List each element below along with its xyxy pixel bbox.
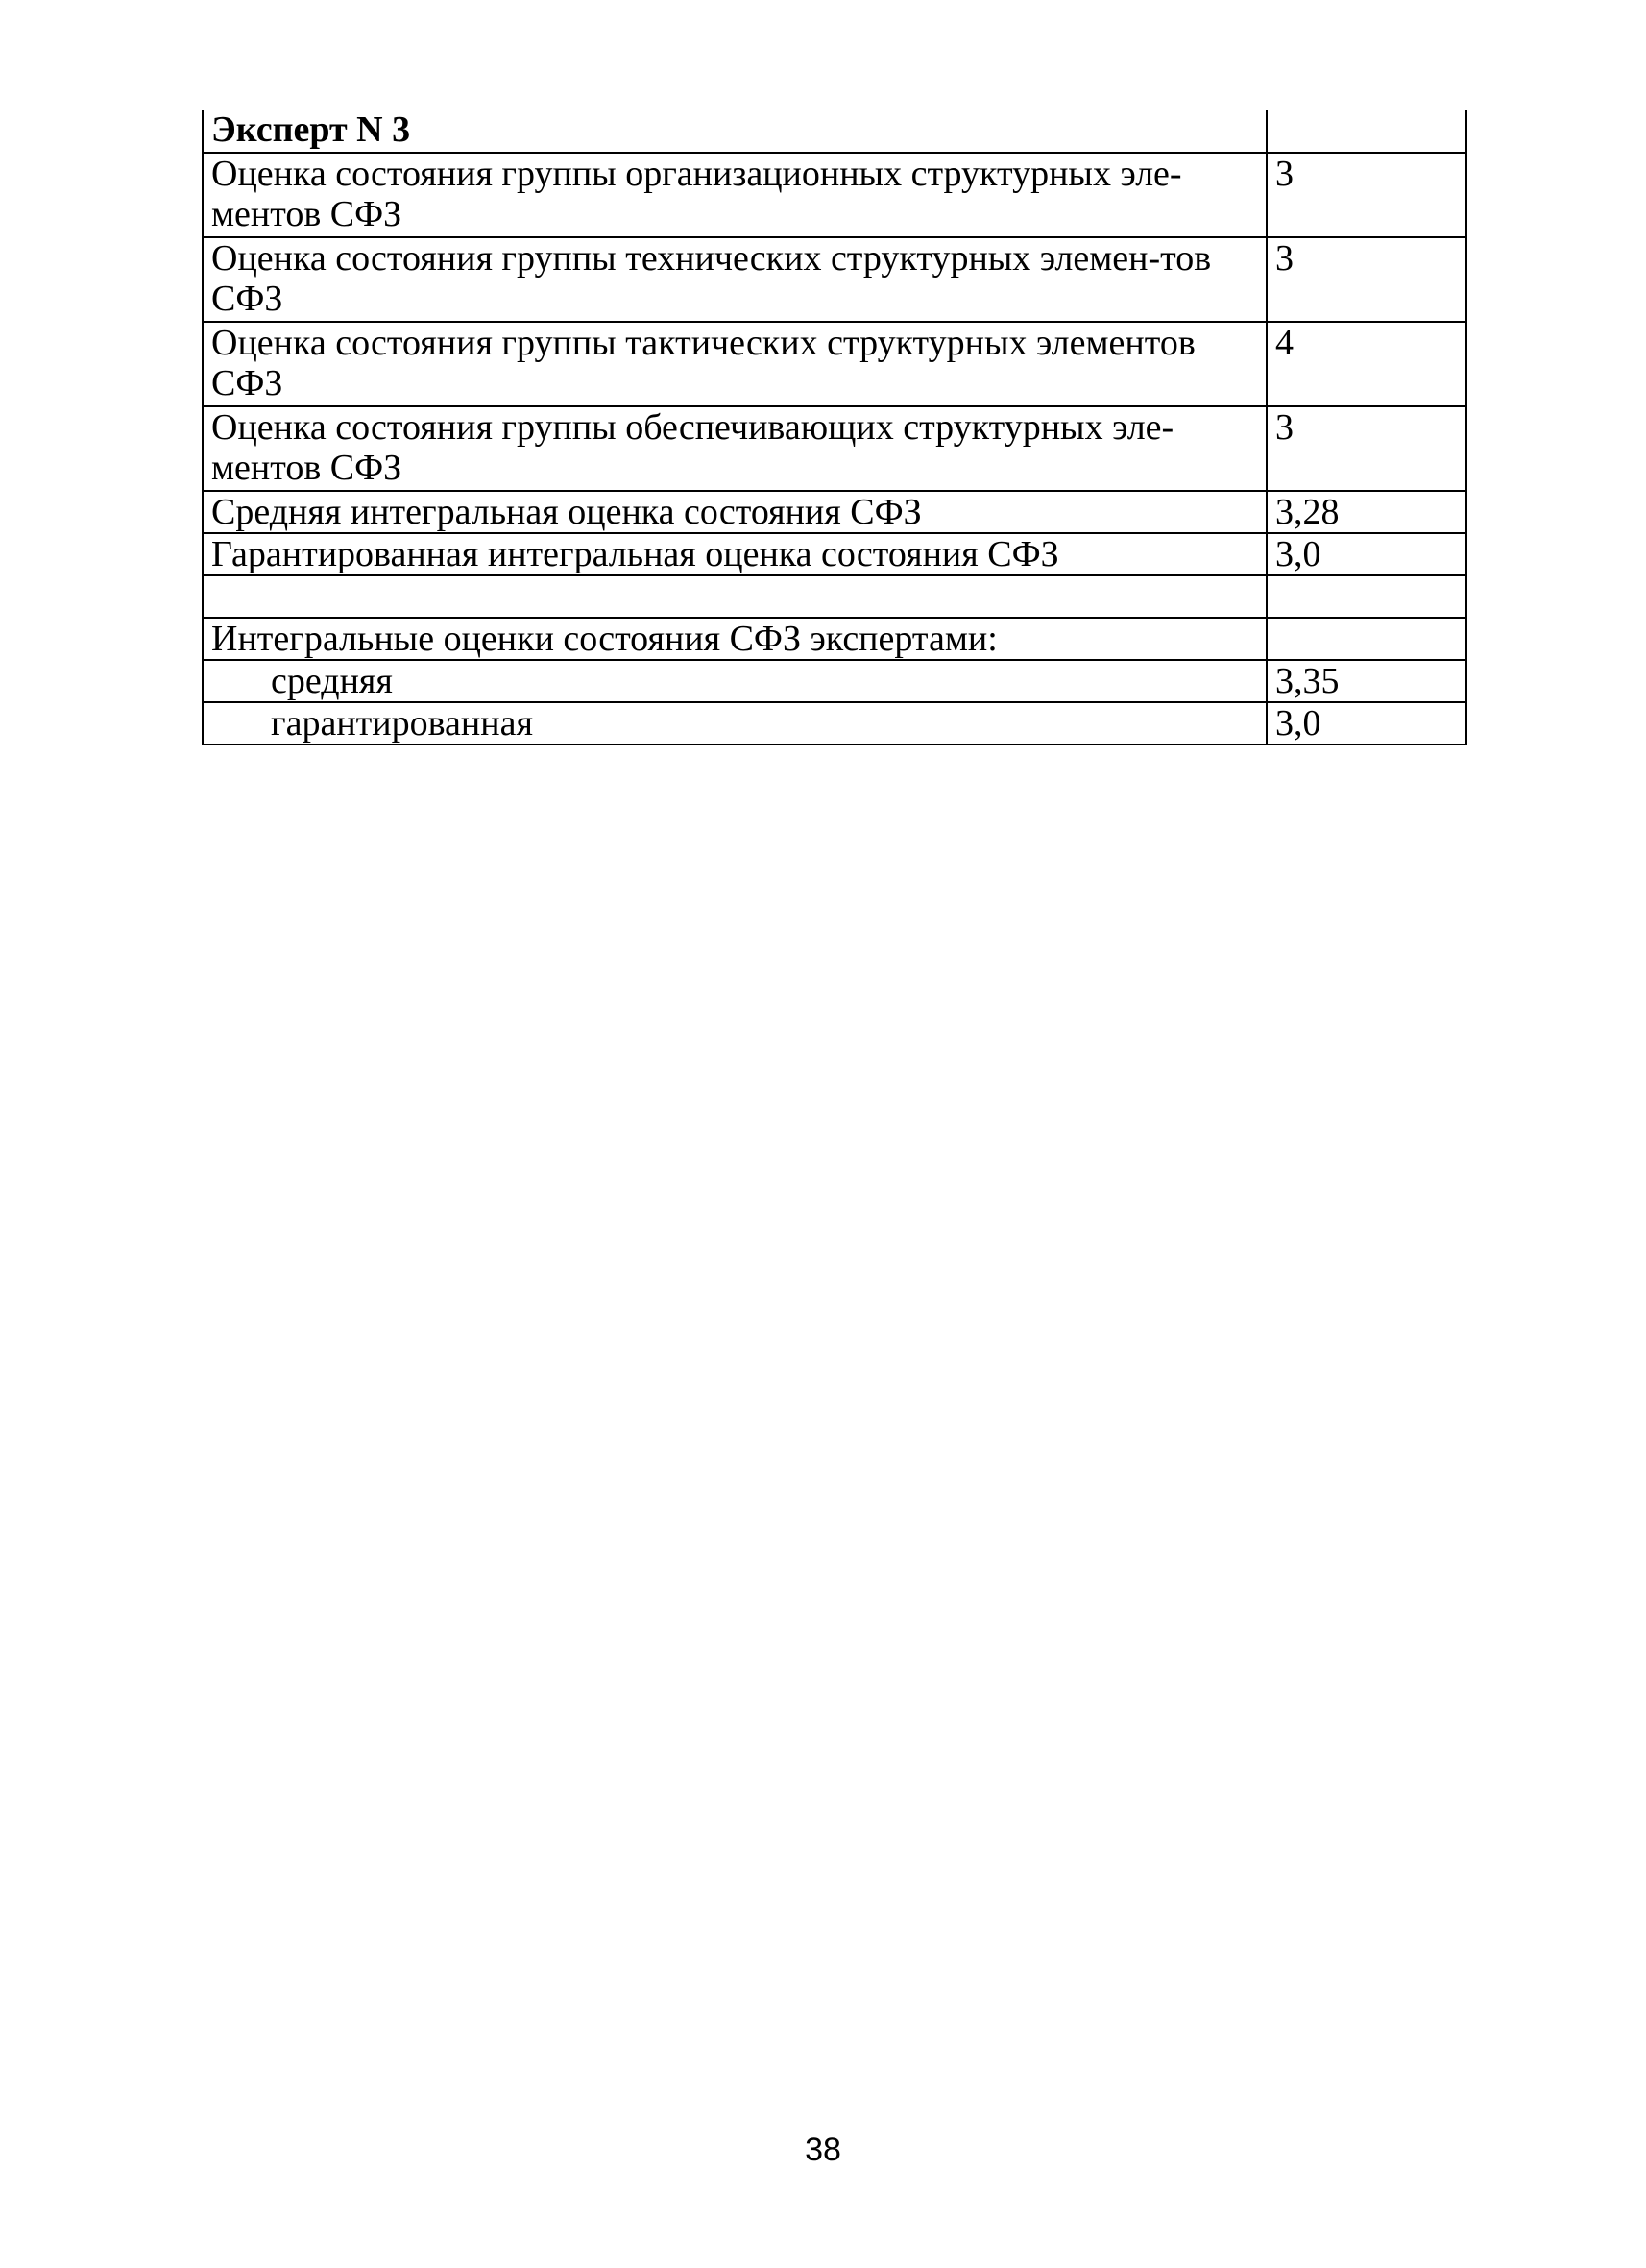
expert-title-value xyxy=(1267,110,1466,153)
table-row-blank xyxy=(203,575,1466,618)
table-row xyxy=(203,406,1466,491)
table-row xyxy=(203,660,1466,702)
summary-title-value xyxy=(1267,618,1466,660)
page-number: 38 xyxy=(805,2132,841,2168)
blank-cell-value xyxy=(1267,575,1466,618)
table-row xyxy=(203,702,1466,744)
row-label-technical: Оценка состояния группы технических структурных элемен-тов СФЗ xyxy=(203,237,1267,322)
row-value-organizational: 3 xyxy=(1267,153,1466,237)
row-label-supporting: Оценка состояния группы обеспечивающих структурных эле-ментов СФЗ xyxy=(203,406,1267,491)
row-label-tactical: Оценка состояния группы тактических структурных элементов СФЗ xyxy=(203,322,1267,406)
summary-label-guaranteed: гарантированная xyxy=(203,702,1267,744)
row-value-supporting: 3 xyxy=(1267,406,1466,491)
row-value-average: 3,28 xyxy=(1267,491,1466,533)
table-row xyxy=(203,322,1466,406)
table-row xyxy=(203,491,1466,533)
blank-cell-label xyxy=(203,575,1267,618)
row-label-guaranteed: Гарантированная интегральная оценка состояния СФЗ xyxy=(203,533,1267,575)
expert-scores-table xyxy=(202,110,1467,745)
summary-value-average: 3,35 xyxy=(1267,660,1466,702)
row-label-average: Средняя интегральная оценка состояния СФЗ xyxy=(203,491,1267,533)
row-value-tactical: 4 xyxy=(1267,322,1466,406)
table-row xyxy=(203,533,1466,575)
expert-title: Эксперт N 3 xyxy=(203,110,1267,153)
summary-value-guaranteed: 3,0 xyxy=(1267,702,1466,744)
table-row xyxy=(203,237,1466,322)
summary-title: Интегральные оценки состояния СФЗ экспертами: xyxy=(203,618,1267,660)
summary-label-average: средняя xyxy=(203,660,1267,702)
row-value-technical: 3 xyxy=(1267,237,1466,322)
row-value-guaranteed: 3,0 xyxy=(1267,533,1466,575)
table-row xyxy=(203,153,1466,237)
row-label-organizational: Оценка состояния группы организационных структурных эле-ментов СФЗ xyxy=(203,153,1267,237)
table-row-summary-title xyxy=(203,618,1466,660)
table-row-header xyxy=(203,110,1466,153)
